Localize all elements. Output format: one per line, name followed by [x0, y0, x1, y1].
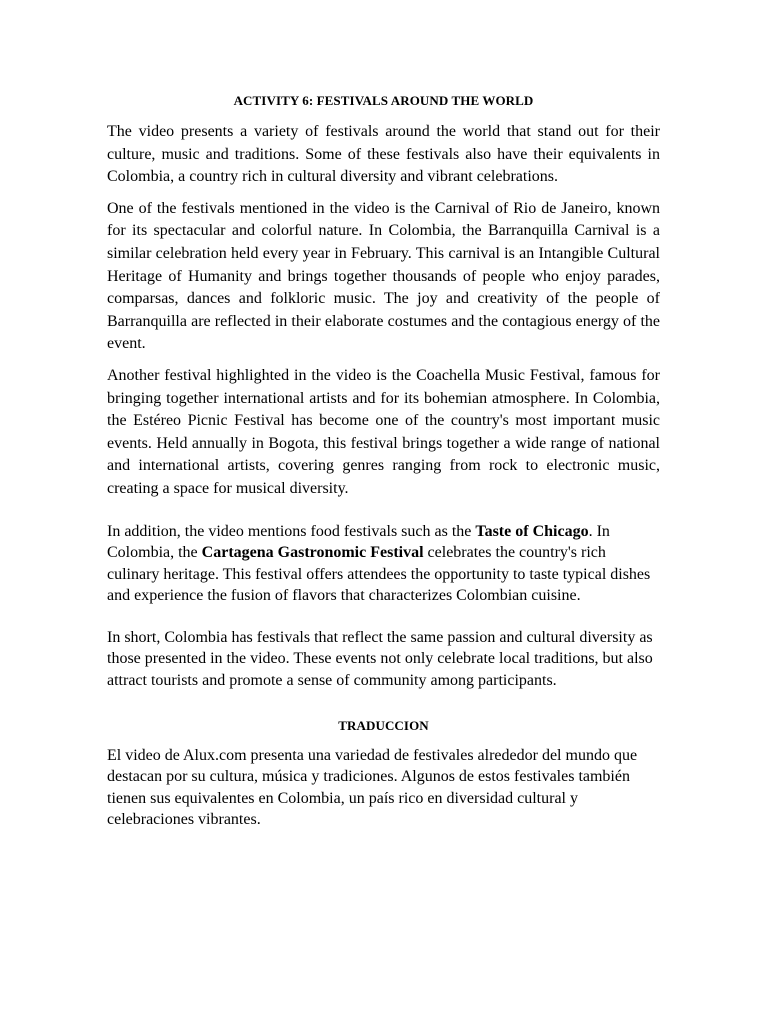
intro-paragraph: The video presents a variety of festivals around the world that stand out for their culture, music and traditions. Some of these festivals also have their equivalents in Colombia, a country rich in cultural diversity and vibrant celebrations.	[107, 123, 660, 186]
document-title: ACTIVITY 6: FESTIVALS AROUND THE WORLD	[233, 93, 534, 108]
food-text-1: In addition, the video mentions food festivals such as the	[107, 522, 476, 540]
food-text-3: celebrates the country's rich culinary heritage. This festival offers attendees the opportunity to taste typical dishes and experience the fusion of flavors that characterizes Colombian cuisine.	[107, 544, 651, 605]
music-festival-paragraph: Another festival highlighted in the video is the Coachella Music Festival, famous for bringing together international artists and for its bohemian atmosphere. In Colombia, the Estéreo Picnic Festival has become one of the country's most important music events. Held annually in Bogota, this festival brings together a wide range of national and international artists, covering genres ranging from rock to electronic music, creating a space for musical diversity.	[107, 366, 660, 497]
translation-heading: TRADUCCION	[338, 717, 429, 733]
food-text-2: . In Colombia, the	[107, 522, 610, 562]
cartagena-festival-bold: Cartagena Gastronomic Festival	[201, 544, 424, 562]
taste-of-chicago-bold: Taste of Chicago	[475, 522, 589, 540]
summary-paragraph: In short, Colombia has festivals that reflect the same passion and cultural diversity as those presented in the video. These events not only celebrate local traditions, but also attract tourists and promote a sense of community among participants.	[107, 628, 653, 690]
translation-paragraph: El video de Alux.com presenta una variedad de festivales alrededor del mundo que destacan por su cultura, música y tradiciones. Algunos de estos festivales también tienen sus equivalentes en Colombia, un país rico en diversidad cultural y celebraciones vibrantes.	[107, 746, 638, 829]
carnival-paragraph: One of the festivals mentioned in the video is the Carnival of Rio de Janeiro, known for its spectacular and colorful nature. In Colombia, the Barranquilla Carnival is a similar celebration held every year in February. This carnival is an Intangible Cultural Heritage of Humanity and brings together thousands of people who enjoy parades, comparsas, dances and folkloric music. The joy and creativity of the people of Barranquilla are reflected in their elaborate costumes and the contagious energy of the event.	[107, 199, 660, 353]
food-festival-paragraph	[107, 521, 660, 607]
document-page	[107, 90, 660, 831]
